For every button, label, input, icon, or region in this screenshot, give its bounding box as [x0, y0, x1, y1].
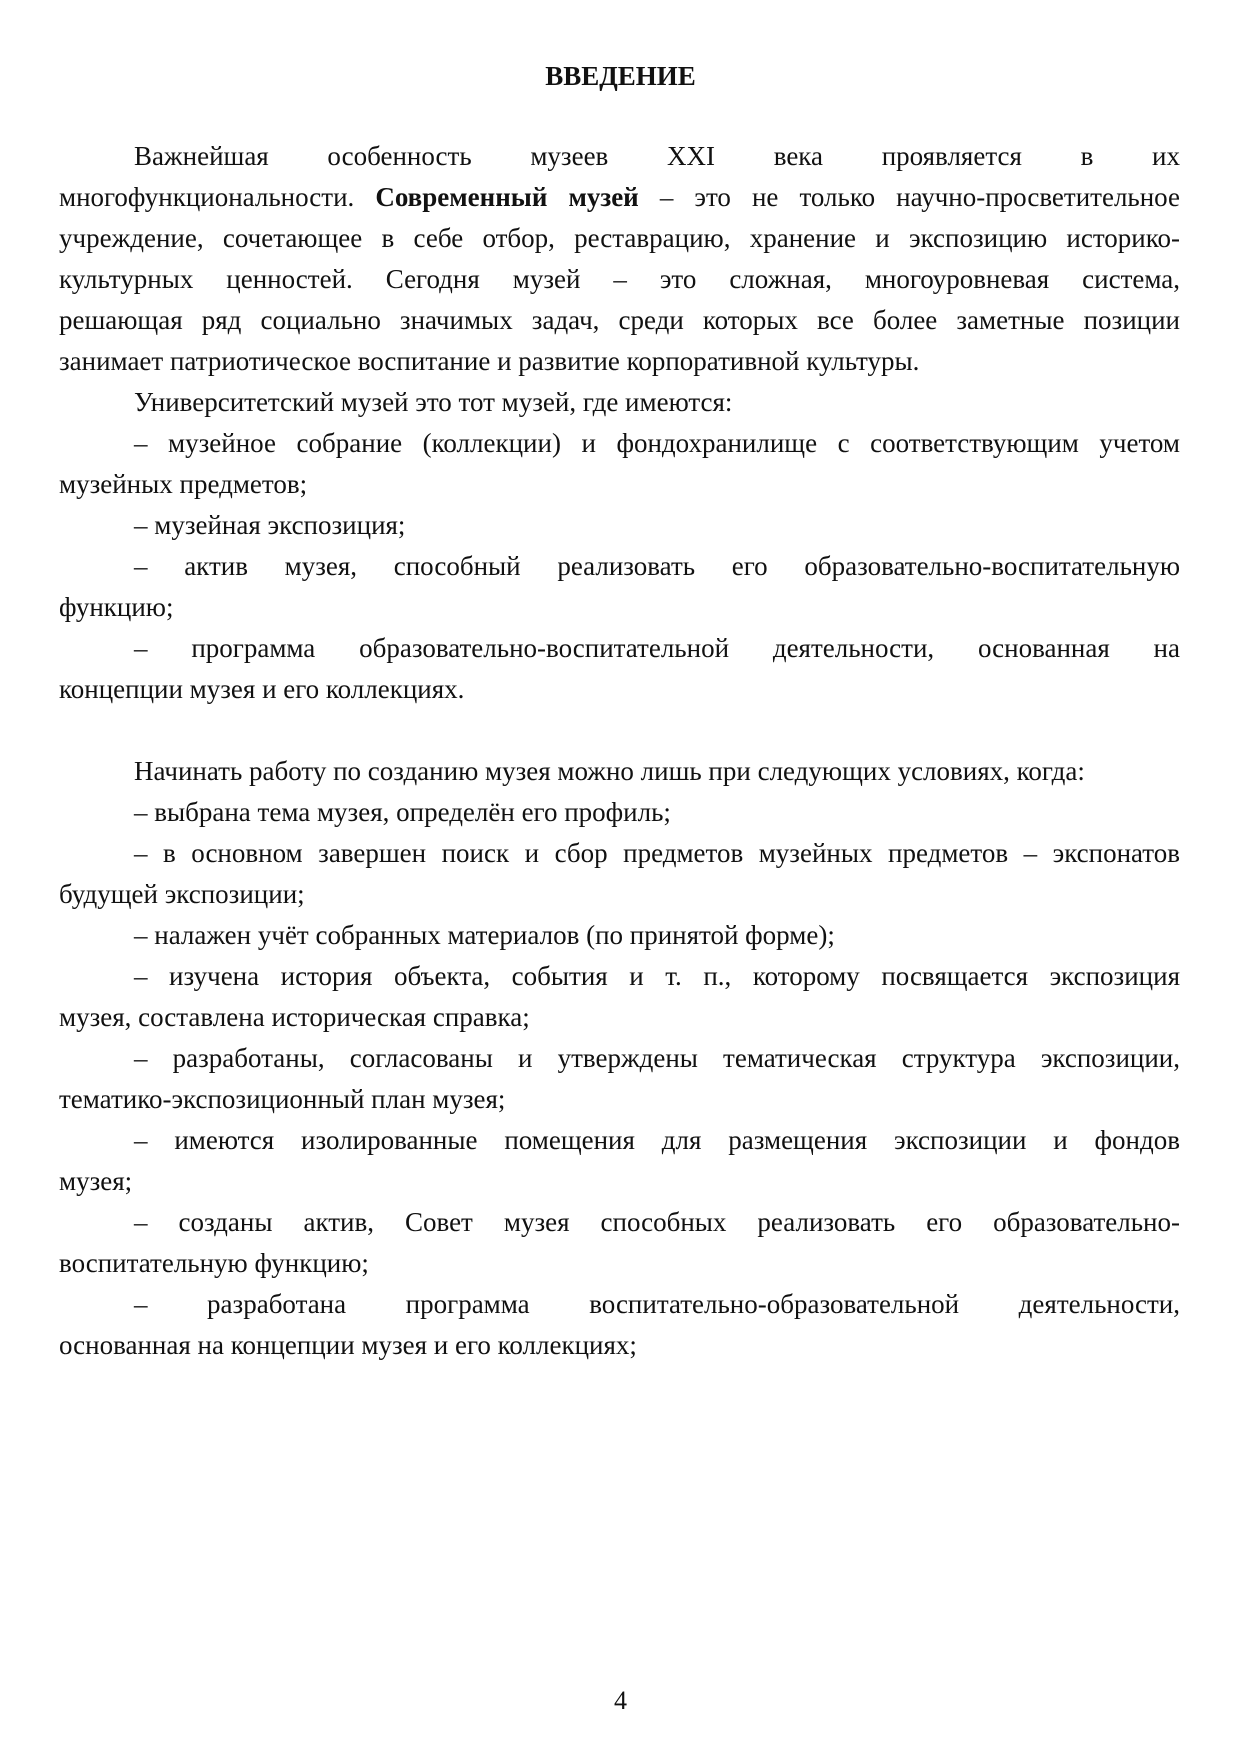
- text-segment: культурных ценностей. Сегодня музей – это сложная, многоуровневая система,: [59, 264, 1180, 294]
- text-line: [59, 1161, 1180, 1202]
- text-segment: многофункциональности.: [59, 182, 376, 212]
- text-line: [59, 833, 1180, 874]
- text-line: [59, 218, 1180, 259]
- text-segment: – налажен учёт собранных материалов (по принятой форме);: [134, 920, 835, 950]
- text-segment: Университетский музей это тот музей, где имеются:: [134, 387, 733, 417]
- text-segment: основанная на концепции музея и его коллекциях;: [59, 1330, 637, 1360]
- page-number: 4: [614, 1686, 627, 1715]
- text-segment: музея, составлена историческая справка;: [59, 1002, 530, 1032]
- text-line: [59, 300, 1180, 341]
- text-segment: тематико-экспозиционный план музея;: [59, 1084, 506, 1114]
- text-segment: – музейное собрание (коллекции) и фондохранилище с соответствующим учетом: [134, 428, 1180, 458]
- text-segment: воспитательную функцию;: [59, 1248, 369, 1278]
- text-line: [59, 177, 1180, 218]
- text-line: [59, 1325, 1180, 1366]
- paragraph-gap: [59, 710, 1180, 751]
- text-line: [59, 1202, 1180, 1243]
- text-line: [59, 505, 1180, 546]
- text-segment: музея;: [59, 1166, 133, 1196]
- text-line: [59, 915, 1180, 956]
- text-segment: – выбрана тема музея, определён его профиль;: [134, 797, 671, 827]
- text-line: [59, 1284, 1180, 1325]
- text-line: [59, 751, 1180, 792]
- text-line: [59, 874, 1180, 915]
- text-line: [59, 587, 1180, 628]
- text-segment: будущей экспозиции;: [59, 879, 305, 909]
- text-segment: функцию;: [59, 592, 174, 622]
- text-segment: – созданы актив, Совет музея способных реализовать его образовательно-: [134, 1207, 1180, 1237]
- text-segment: – это не только научно-просветительное: [638, 182, 1180, 212]
- text-line: [59, 1038, 1180, 1079]
- text-line: [59, 259, 1180, 300]
- text-segment: – актив музея, способный реализовать его образовательно-воспитательную: [134, 551, 1180, 581]
- text-line: [59, 546, 1180, 587]
- text-line: [59, 1243, 1180, 1284]
- text-segment: концепции музея и его коллекциях.: [59, 674, 465, 704]
- text-segment: Начинать работу по созданию музея можно лишь при следующих условиях, когда:: [134, 756, 1085, 786]
- body-text: [59, 136, 1180, 1366]
- text-line: [59, 464, 1180, 505]
- text-segment: – имеются изолированные помещения для размещения экспозиции и фондов: [134, 1125, 1180, 1155]
- text-line: [59, 792, 1180, 833]
- text-line: [59, 1120, 1180, 1161]
- text-line: [59, 341, 1180, 382]
- text-segment: – разработана программа воспитательно-образовательной деятельности,: [134, 1289, 1180, 1319]
- text-line: [59, 1079, 1180, 1120]
- text-segment: – музейная экспозиция;: [134, 510, 406, 540]
- text-line: [59, 997, 1180, 1038]
- text-segment: – изучена история объекта, события и т. п., которому посвящается экспозиция: [134, 961, 1180, 991]
- text-segment: решающая ряд социально значимых задач, среди которых все более заметные позиции: [59, 305, 1180, 335]
- text-line: [59, 382, 1180, 423]
- text-line: [59, 628, 1180, 669]
- text-segment: – разработаны, согласованы и утверждены тематическая структура экспозиции,: [134, 1043, 1180, 1073]
- text-segment: музейных предметов;: [59, 469, 308, 499]
- text-segment: Важнейшая особенность музеев XXI века проявляется в их: [134, 141, 1180, 171]
- bold-term: Современный музей: [375, 182, 639, 212]
- text-line: [59, 136, 1180, 177]
- text-line: [59, 423, 1180, 464]
- text-line: [59, 669, 1180, 710]
- text-segment: – программа образовательно-воспитательной деятельности, основанная на: [134, 633, 1180, 663]
- text-segment: – в основном завершен поиск и сбор предметов музейных предметов – экспонатов: [134, 838, 1180, 868]
- section-title: ВВЕДЕНИЕ: [545, 61, 696, 91]
- text-segment: занимает патриотическое воспитание и развитие корпоративной культуры.: [59, 346, 920, 376]
- text-segment: учреждение, сочетающее в себе отбор, реставрацию, хранение и экспозицию историко-: [59, 223, 1180, 253]
- text-line: [59, 956, 1180, 997]
